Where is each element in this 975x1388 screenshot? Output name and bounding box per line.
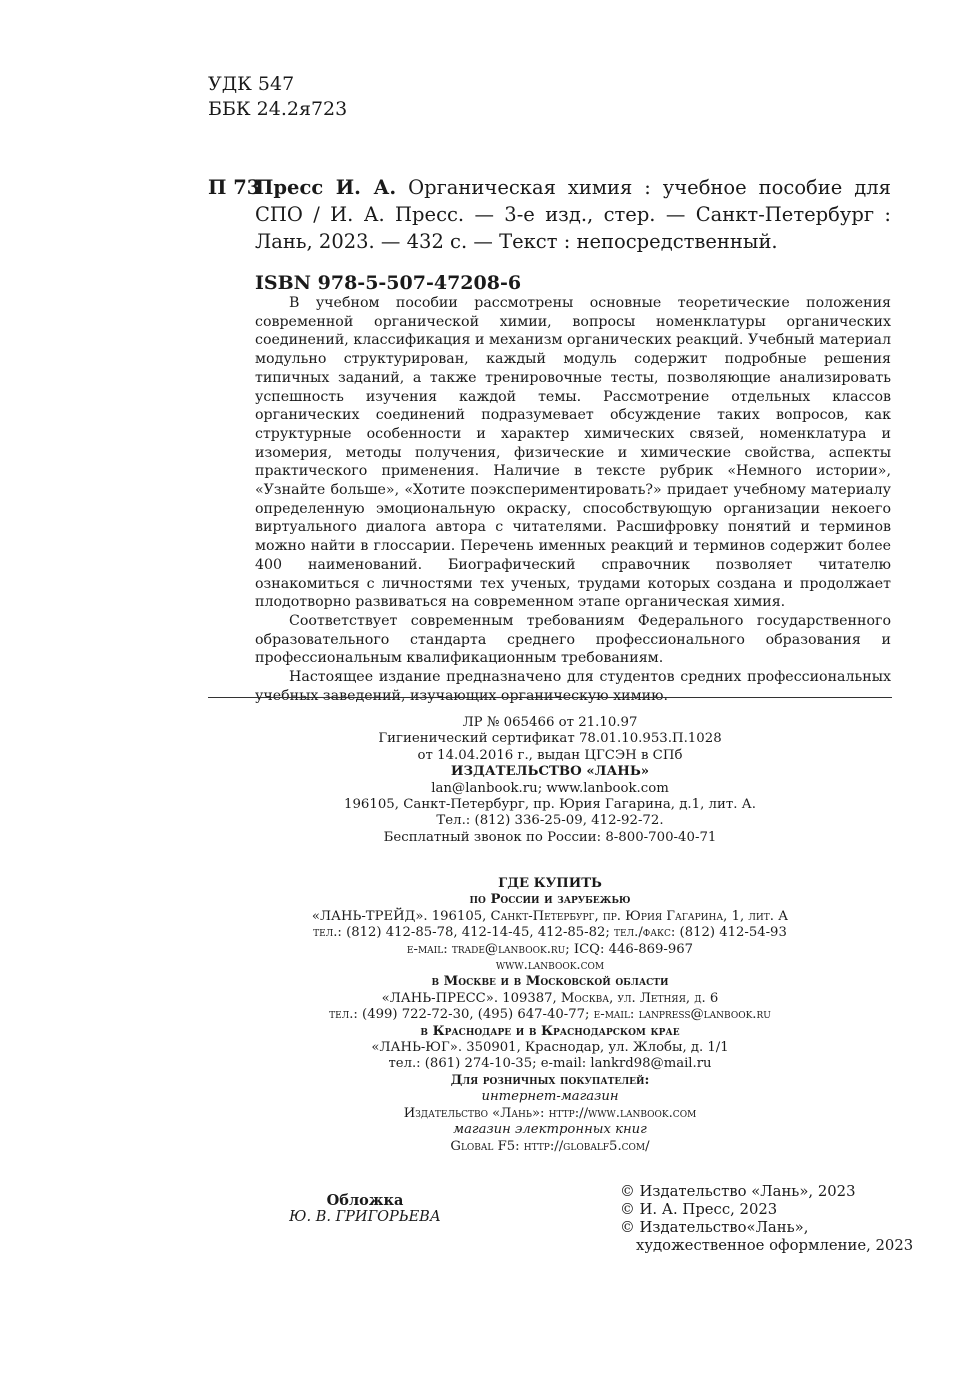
ebook-store-label: магазин электронных книг bbox=[453, 1122, 647, 1138]
annotation-paragraph: Соответствует современным требованиям Федерального государственного образовательного стандарта среднего профессионального образования и профессиональным квалификационным требованиям. bbox=[255, 612, 891, 667]
yug-phone: тел.: (861) 274-10-35; e-mail: lankrd98@mail.ru bbox=[388, 1056, 712, 1072]
isbn: ISBN 978-5-507-47208-6 bbox=[255, 272, 522, 294]
publisher-web: lan@lanbook.ru; www.lanbook.com bbox=[431, 780, 669, 796]
classification-codes bbox=[208, 72, 347, 122]
copyright-block bbox=[620, 1183, 913, 1255]
trade-phone: тел.: (812) 412-85-78, 412-14-45, 412-85-82; тел./факс: (812) 412-54-93 bbox=[313, 925, 787, 941]
bbk-code: ББК 24.2я723 bbox=[208, 98, 348, 120]
bibliographic-record bbox=[208, 174, 891, 255]
publisher-name: ИЗДАТЕЛЬСТВО «ЛАНЬ» bbox=[450, 764, 650, 780]
trade-email: e-mail: trade@lanbook.ru; ICQ: 446-869-967 bbox=[406, 941, 694, 957]
press-address: «ЛАНЬ-ПРЕСС». 109387, Москва, ул. Летняя, д. 6 bbox=[381, 990, 719, 1006]
cover-credit bbox=[275, 1192, 455, 1226]
press-phone: тел.: (499) 722-72-30, (495) 647-40-77; e-mail: lanpress@lanbook.ru bbox=[329, 1007, 771, 1023]
bibliographic-description bbox=[255, 174, 891, 255]
moscow-heading: в Москве и в Московской области bbox=[431, 974, 669, 990]
publisher-info bbox=[300, 715, 800, 846]
where-to-buy bbox=[250, 876, 850, 1155]
trade-address: «ЛАНЬ-ТРЕЙД». 196105, Санкт-Петербург, пр. Юрия Гагарина, 1, лит. А bbox=[311, 908, 789, 924]
annotation-paragraph: В учебном пособии рассмотрены основные теоретические положения современной органической химии, вопросы номенклатуры органических соединений, классификация и механизм органических реакций. Учебный материал модульно структурирован, каждый модуль содержит подробные решения типичных заданий, а также тренировочные тесты, позволяющие анализировать успешность изучения каждой темы. Рассмотрение отдельных классов органических соединений подразумевает обсуждение таких вопросов, как структурные особенности и характер химических связей, номенклатура и изомерия, методы получения, физические и химические свойства, аспекты практического применения. Наличие в тексте рубрик «Немного истории», «Узнайте больше», «Хотите поэкспериментировать?» придает учебному материалу определенную эмоциональную окраску, способствующую организации некоего виртуального диалога автора с читателями. Расшифровку понятий и терминов можно найти в глоссарии. Перечень именных реакций и терминов содержит более 400 наименований. Биографический справочник позволяет читателю ознакомиться с личностями тех ученых, трудами которых создана и продолжает плодотворно развиваться на современном этапе органическая химия. bbox=[255, 295, 891, 611]
yug-address: «ЛАНЬ-ЮГ». 350901, Краснодар, ул. Жлобы, д. 1/1 bbox=[371, 1040, 729, 1056]
copyright-line: © Издательство«Лань», bbox=[620, 1219, 809, 1236]
publisher-phone: Тел.: (812) 336-25-09, 412-92-72. bbox=[436, 813, 664, 829]
bibliographic-rest: Органическая химия : учебное пособие для СПО / И. А. Пресс. — 3-е изд., стер. — Санкт-Петербург : Лань, 2023. — 432 с. — Текст : непосредственный. bbox=[255, 176, 891, 253]
retail-heading: Для розничных покупателей: bbox=[450, 1072, 650, 1088]
copyright-line: © Издательство «Лань», 2023 bbox=[620, 1183, 856, 1200]
publisher-hotline: Бесплатный звонок по России: 8-800-700-40-71 bbox=[383, 829, 717, 845]
author-name: Пресс И. А. bbox=[255, 176, 397, 199]
author-mark: П 73 bbox=[208, 176, 261, 199]
russia-heading: по России и зарубежью bbox=[469, 892, 631, 908]
trade-web: www.lanbook.com bbox=[495, 958, 605, 974]
where-heading: ГДЕ КУПИТЬ bbox=[498, 876, 602, 891]
udk-code: УДК 547 bbox=[208, 73, 295, 95]
annotation-paragraph: Настоящее издание предназначено для студентов средних профессиональных учебных заведений, изучающих органическую химию. bbox=[255, 669, 891, 704]
copyright-line: художественное оформление, 2023 bbox=[636, 1237, 914, 1254]
cover-label: Обложка bbox=[326, 1192, 404, 1209]
copyright-line: © И. А. Пресс, 2023 bbox=[620, 1201, 778, 1218]
cover-designer: Ю. В. ГРИГОРЬЕВА bbox=[289, 1209, 441, 1225]
license: ЛР № 065466 от 21.10.97 bbox=[462, 715, 638, 730]
divider bbox=[208, 697, 892, 698]
krasnodar-heading: в Краснодаре и в Краснодарском крае bbox=[420, 1023, 680, 1039]
store-link: Издательство «Лань»: http://www.lanbook.com bbox=[403, 1105, 697, 1121]
online-store-label: интернет-магазин bbox=[481, 1089, 619, 1105]
certificate-date: от 14.04.2016 г., выдан ЦГСЭН в СПб bbox=[417, 747, 683, 763]
ebook-link: Global F5: http://globalf5.com/ bbox=[450, 1138, 650, 1154]
certificate: Гигиенический сертификат 78.01.10.953.П.1028 bbox=[378, 731, 722, 747]
annotation bbox=[255, 294, 891, 705]
publisher-address: 196105, Санкт-Петербург, пр. Юрия Гагарина, д.1, лит. А. bbox=[344, 797, 756, 813]
